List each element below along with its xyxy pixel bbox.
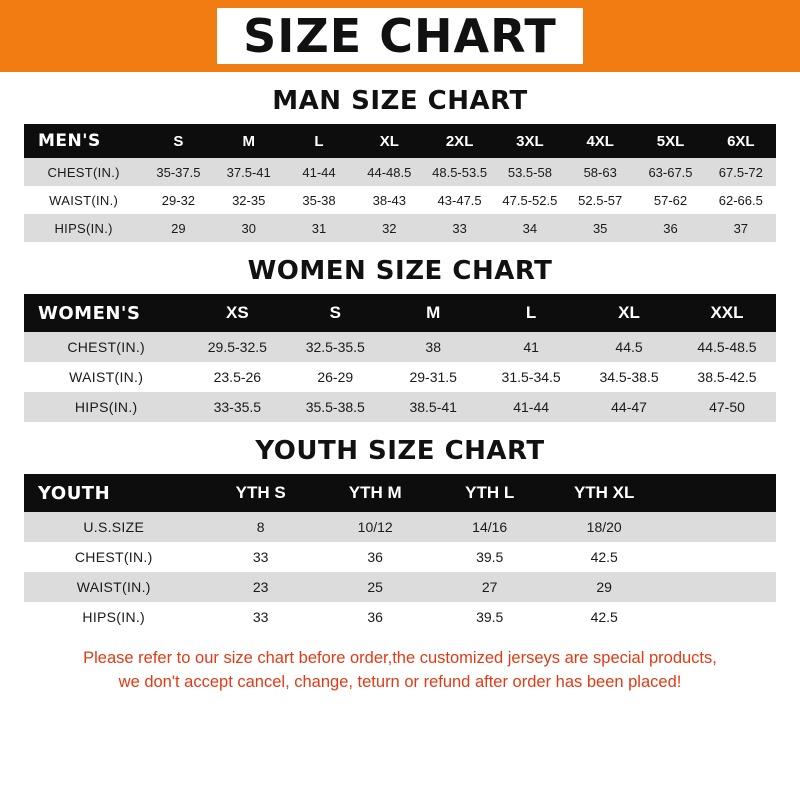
youth-row-2-cell-1: 25 [318, 572, 433, 602]
youth-row-3-label: HIPS(IN.) [24, 602, 203, 632]
men-header-cell-4: XL [354, 124, 424, 158]
youth-header-cell-0: YOUTH [24, 474, 203, 512]
women-row-0-label: CHEST(IN.) [24, 332, 188, 362]
content-area [0, 86, 800, 694]
men-header-cell-0: MEN'S [24, 124, 143, 158]
women-row-2-cell-5: 47-50 [678, 392, 776, 422]
table-row [24, 158, 776, 186]
men-section [24, 86, 776, 242]
men-row-1-cell-2: 35-38 [284, 186, 354, 214]
youth-row-2-spacer [661, 572, 776, 602]
women-header-cell-1: XS [188, 294, 286, 332]
men-row-0-cell-7: 63-67.5 [635, 158, 705, 186]
youth-row-2-cell-0: 23 [203, 572, 318, 602]
youth-row-1-cell-1: 36 [318, 542, 433, 572]
youth-header-cell-4: YTH XL [547, 474, 662, 512]
table-row [24, 512, 776, 542]
youth-size-table [24, 474, 776, 632]
order-notice-line-1: Please refer to our size chart before order,the customized jerseys are special products, [83, 649, 717, 667]
table-row [24, 392, 776, 422]
women-row-1-label: WAIST(IN.) [24, 362, 188, 392]
youth-row-2-label: WAIST(IN.) [24, 572, 203, 602]
men-row-1-cell-0: 29-32 [143, 186, 213, 214]
order-notice [24, 646, 776, 694]
men-row-1-cell-3: 38-43 [354, 186, 424, 214]
women-header-cell-6: XXL [678, 294, 776, 332]
youth-row-3-cell-3: 42.5 [547, 602, 662, 632]
men-row-0-cell-6: 58-63 [565, 158, 635, 186]
youth-row-0-cell-3: 18/20 [547, 512, 662, 542]
women-row-0-cell-5: 44.5-48.5 [678, 332, 776, 362]
men-row-2-cell-7: 36 [635, 214, 705, 242]
table-row [24, 362, 776, 392]
youth-section-title: YOUTH SIZE CHART [255, 436, 545, 466]
women-row-2-cell-2: 38.5-41 [384, 392, 482, 422]
women-row-0-cell-3: 41 [482, 332, 580, 362]
women-row-2-cell-3: 41-44 [482, 392, 580, 422]
youth-row-3-cell-1: 36 [318, 602, 433, 632]
men-size-table [24, 124, 776, 242]
men-row-0-cell-8: 67.5-72 [706, 158, 776, 186]
youth-row-0-cell-0: 8 [203, 512, 318, 542]
men-row-1-cell-7: 57-62 [635, 186, 705, 214]
youth-section [24, 436, 776, 632]
youth-row-1-cell-0: 33 [203, 542, 318, 572]
youth-row-3-spacer [661, 602, 776, 632]
men-table-header-row [24, 124, 776, 158]
women-row-2-label: HIPS(IN.) [24, 392, 188, 422]
table-row [24, 572, 776, 602]
men-header-cell-8: 5XL [635, 124, 705, 158]
women-row-2-cell-4: 44-47 [580, 392, 678, 422]
men-header-cell-9: 6XL [706, 124, 776, 158]
youth-row-1-cell-3: 42.5 [547, 542, 662, 572]
header-band [0, 0, 800, 72]
youth-header-spacer [661, 474, 776, 512]
men-row-2-cell-4: 33 [424, 214, 494, 242]
women-row-1-cell-5: 38.5-42.5 [678, 362, 776, 392]
order-notice-line-2: we don't accept cancel, change, teturn or refund after order has been placed! [118, 673, 682, 691]
women-size-table [24, 294, 776, 422]
youth-row-0-cell-1: 10/12 [318, 512, 433, 542]
women-section-title: WOMEN SIZE CHART [247, 256, 553, 286]
table-row [24, 214, 776, 242]
youth-row-2-cell-3: 29 [547, 572, 662, 602]
men-section-title: MAN SIZE CHART [272, 86, 528, 116]
youth-header-cell-2: YTH M [318, 474, 433, 512]
women-header-cell-4: L [482, 294, 580, 332]
women-header-cell-5: XL [580, 294, 678, 332]
women-header-cell-0: WOMEN'S [24, 294, 188, 332]
men-row-1-cell-8: 62-66.5 [706, 186, 776, 214]
men-row-0-label: CHEST(IN.) [24, 158, 143, 186]
women-row-0-cell-4: 44.5 [580, 332, 678, 362]
men-row-1-cell-4: 43-47.5 [424, 186, 494, 214]
men-row-2-cell-6: 35 [565, 214, 635, 242]
youth-header-cell-3: YTH L [432, 474, 547, 512]
youth-row-1-label: CHEST(IN.) [24, 542, 203, 572]
women-row-1-cell-1: 26-29 [286, 362, 384, 392]
men-row-0-cell-4: 48.5-53.5 [424, 158, 494, 186]
men-row-2-cell-3: 32 [354, 214, 424, 242]
men-row-2-cell-0: 29 [143, 214, 213, 242]
men-header-cell-7: 4XL [565, 124, 635, 158]
men-row-2-cell-8: 37 [706, 214, 776, 242]
youth-row-1-spacer [661, 542, 776, 572]
men-row-1-cell-1: 32-35 [214, 186, 284, 214]
men-header-cell-2: M [214, 124, 284, 158]
youth-row-0-label: U.S.SIZE [24, 512, 203, 542]
header-band-left-edge [0, 0, 24, 72]
men-row-0-cell-3: 44-48.5 [354, 158, 424, 186]
women-table-header-row [24, 294, 776, 332]
women-row-1-cell-2: 29-31.5 [384, 362, 482, 392]
women-row-2-cell-0: 33-35.5 [188, 392, 286, 422]
table-row [24, 542, 776, 572]
men-row-2-cell-1: 30 [214, 214, 284, 242]
men-row-2-cell-5: 34 [495, 214, 565, 242]
women-row-0-cell-1: 32.5-35.5 [286, 332, 384, 362]
women-row-0-cell-0: 29.5-32.5 [188, 332, 286, 362]
table-row [24, 332, 776, 362]
men-row-0-cell-1: 37.5-41 [214, 158, 284, 186]
youth-header-cell-1: YTH S [203, 474, 318, 512]
men-header-cell-5: 2XL [424, 124, 494, 158]
men-header-cell-3: L [284, 124, 354, 158]
women-row-1-cell-3: 31.5-34.5 [482, 362, 580, 392]
youth-row-0-cell-2: 14/16 [432, 512, 547, 542]
men-row-1-cell-6: 52.5-57 [565, 186, 635, 214]
men-header-cell-1: S [143, 124, 213, 158]
women-header-cell-2: S [286, 294, 384, 332]
men-row-2-label: HIPS(IN.) [24, 214, 143, 242]
women-header-cell-3: M [384, 294, 482, 332]
men-header-cell-6: 3XL [495, 124, 565, 158]
men-row-0-cell-5: 53.5-58 [495, 158, 565, 186]
women-section [24, 256, 776, 422]
women-row-2-cell-1: 35.5-38.5 [286, 392, 384, 422]
men-row-1-label: WAIST(IN.) [24, 186, 143, 214]
women-row-1-cell-4: 34.5-38.5 [580, 362, 678, 392]
men-row-0-cell-2: 41-44 [284, 158, 354, 186]
youth-table-header-row [24, 474, 776, 512]
men-row-2-cell-2: 31 [284, 214, 354, 242]
table-row [24, 602, 776, 632]
women-row-0-cell-2: 38 [384, 332, 482, 362]
men-row-0-cell-0: 35-37.5 [143, 158, 213, 186]
table-row [24, 186, 776, 214]
women-row-1-cell-0: 23.5-26 [188, 362, 286, 392]
men-row-1-cell-5: 47.5-52.5 [495, 186, 565, 214]
youth-row-2-cell-2: 27 [432, 572, 547, 602]
youth-row-3-cell-0: 33 [203, 602, 318, 632]
header-band-right-edge [776, 0, 800, 72]
page-title: SIZE CHART [217, 8, 583, 64]
youth-row-3-cell-2: 39.5 [432, 602, 547, 632]
youth-row-0-spacer [661, 512, 776, 542]
youth-row-1-cell-2: 39.5 [432, 542, 547, 572]
